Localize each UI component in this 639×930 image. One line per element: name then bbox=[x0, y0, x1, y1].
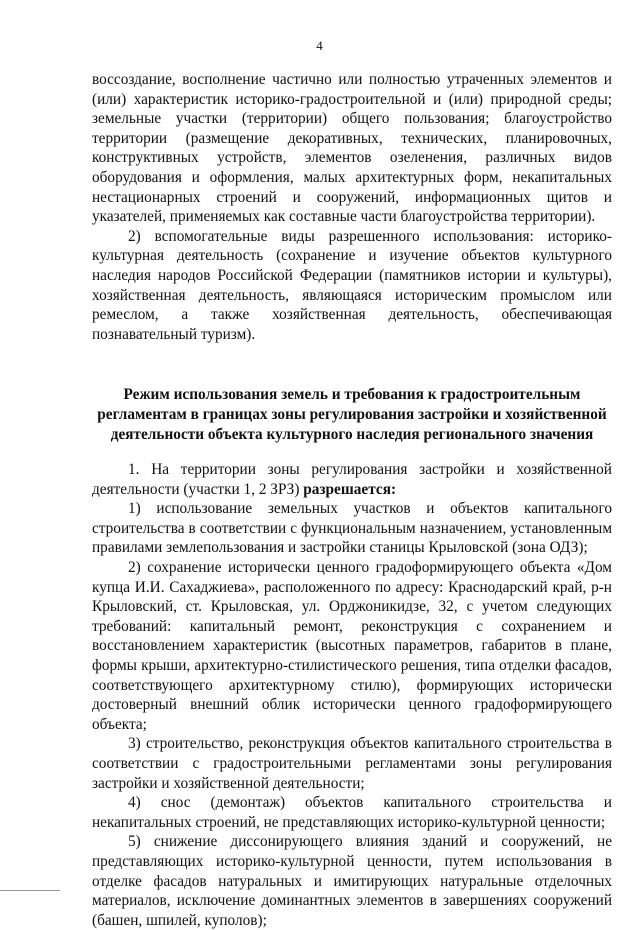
intro-text: 1. На территории зоны регулирования застройки и хозяйственной деятельности (участки 1, 2 ЗРЗ) bbox=[92, 461, 612, 498]
list-item-5: 5) снижение диссонирующего влияния зданий и сооружений, не представляющих историко-культурной ценности, путем использования в отделке фасадов натуральных и имитирующих натуральные отделочных материалов, исключение доминантных элементов в завершениях сооружений (башен, шпилей, куполов); bbox=[92, 833, 612, 929]
paragraph-continuation: воссоздание, восполнение частично или полностью утраченных элементов и (или) характеристик историко-градостроительной и (или) природной среды; земельные участки (территории) общего пользования; благоустройство территории (размещение декоративных, технических, планировочных, конструктивных устройств, элементов озеленения, различных видов оборудования и оформления, малых архитектурных форм, некапитальных нестационарных строений и сооружений, информационных щитов и указателей, применяемых как составные части благоустройства территории). bbox=[92, 71, 612, 226]
page-number: 4 bbox=[316, 38, 323, 53]
intro-bold: разрешается: bbox=[303, 480, 397, 498]
footer-divider bbox=[0, 890, 60, 891]
document-body bbox=[92, 70, 612, 930]
list-item-3: 3) строительство, реконструкция объектов капитального строительства в соответствии с градостроительными регламентами зоны регулирования застройки и хозяйственной деятельности; bbox=[92, 735, 612, 792]
paragraph-intro bbox=[92, 460, 612, 499]
list-item-4: 4) снос (демонтаж) объектов капитального строительства и некапитальных строений, не представляющих историко-культурной ценности; bbox=[92, 794, 612, 831]
section-heading: Режим использования земель и требования к градостроительным регламентам в границах зоны регулирования застройки и хозяйственной деятельности объекта культурного наследия регионального значения bbox=[97, 386, 607, 443]
paragraph-auxiliary-uses: 2) вспомогательные виды разрешенного использования: историко-культурная деятельность (сохранение и изучение объектов культурного наследия народов Российской Федерации (памятников истории и культуры), хозяйственная деятельность, являющаяся историческим промыслом или ремеслом, а также хозяйственная деятельность, обеспечивающая познавательный туризм). bbox=[92, 227, 612, 343]
list-item-1: 1) использование земельных участков и объектов капитального строительства в соответствии с функциональным назначением, установленным правилами землепользования и застройки станицы Крыловской (зона ОДЗ); bbox=[92, 500, 612, 557]
list-item-2: 2) сохранение исторически ценного градоформирующего объекта «Дом купца И.И. Сахаджиева», расположенного по адресу: Краснодарский край, р-н Крыловский, ст. Крыловская, ул. Орджоникидзе, 32, с учетом следующих требований: капитальный ремонт, реконструкция с сохранением и восстановлением характеристик (высотных параметров, габаритов в плане, формы крыши, архитектурно-стилистического решения, типа отделки фасадов, соответствующего архитектурному стилю), формирующих исторически достоверный внешний облик исторически ценного градоформирующего объекта; bbox=[92, 559, 612, 733]
